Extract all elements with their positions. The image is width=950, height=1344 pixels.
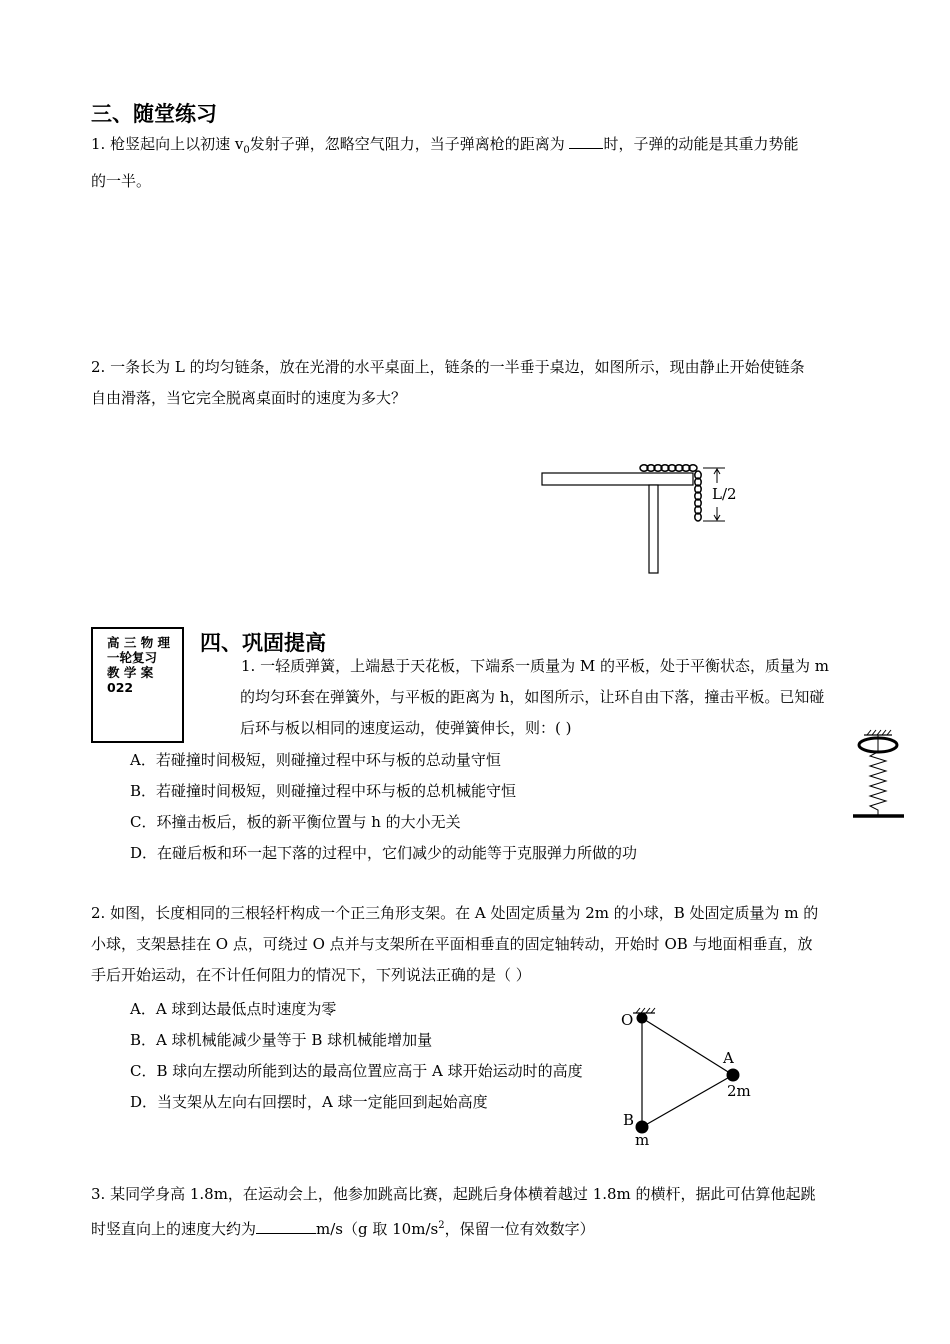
- s3-q1-mid: 发射子弹，忽略空气阻力，当子弹离枪的距离为: [249, 135, 570, 153]
- label-O: O: [621, 1011, 634, 1029]
- course-box-line2: 一轮复习: [107, 650, 158, 665]
- s4-q1-option-b[interactable]: B．若碰撞时间极短，则碰撞过程中环与板的总机械能守恒: [130, 782, 517, 800]
- s3-question-1: [91, 129, 861, 197]
- s3-q1-line2: 的一半。: [91, 172, 152, 190]
- s4-q2-option-d[interactable]: D．当支架从左向右回摆时，A 球一定能回到起始高度: [130, 1093, 488, 1111]
- s4-q1-options: [130, 745, 637, 869]
- s3-q1-suffix: 时，子弹的动能是其重力势能: [603, 135, 799, 153]
- chain-length-label: L/2: [712, 485, 737, 503]
- s4-q1-line1: 1. 一轻质弹簧，上端悬于天花板，下端系一质量为 M 的平板，处于平衡状态，质量为 m: [241, 657, 829, 675]
- section-3-heading: 三、随堂练习: [91, 102, 217, 126]
- s4-q2-option-c[interactable]: C．B 球向左摆动所能到达的最高位置应高于 A 球开始运动时的高度: [130, 1062, 583, 1080]
- s4-question-3: [91, 1179, 871, 1245]
- table-top: [542, 473, 693, 485]
- s3-q1-subscript: 0: [243, 145, 250, 156]
- rod-OA: [642, 1018, 733, 1075]
- course-info-box: [91, 627, 184, 743]
- s4-q2-line3: 手后开始运动，在不计任何阻力的情况下，下列说法正确的是（ ）: [91, 966, 531, 984]
- chain-table-figure: [535, 455, 755, 580]
- label-A: A: [723, 1049, 734, 1067]
- course-box-line4: 022: [107, 680, 134, 695]
- s4-q2-option-b[interactable]: B．A 球机械能减少量等于 B 球机械能增加量: [130, 1031, 433, 1049]
- s3-q1-answer-blank[interactable]: [569, 134, 603, 149]
- s4-q3-line2-prefix: 时竖直向上的速度大约为: [91, 1220, 257, 1238]
- s4-q2-line2: 小球，支架悬挂在 O 点，可绕过 O 点并与支架所在平面相垂直的固定轴转动，开始时 OB 与地面相垂直，放: [91, 935, 813, 953]
- pivot-O: [637, 1013, 648, 1024]
- course-box-line3: 教 学 案: [107, 665, 154, 680]
- label-B: B: [623, 1111, 635, 1129]
- course-box-line1: 高 三 物 理: [107, 635, 171, 650]
- s4-q1-line2: 的均匀环套在弹簧外，与平板的距离为 h，如图所示，让环自由下落，撞击平板。已知碰: [240, 688, 825, 706]
- s4-q3-line1: 3. 某同学身高 1.8m，在运动会上，他参加跳高比赛，起跳后身体横着越过 1.8m 的横杆，据此可估算他起跳: [91, 1185, 816, 1203]
- chain-horizontal: [640, 465, 697, 471]
- s4-question-1: [240, 651, 870, 744]
- s3-q2-line2: 自由滑落，当它完全脱离桌面时的速度为多大？: [91, 389, 407, 407]
- s4-q3-superscript: 2: [438, 1220, 445, 1231]
- s4-question-2: [91, 898, 871, 991]
- label-A-mass: 2m: [727, 1082, 751, 1100]
- s3-q1-prefix: 1. 枪竖起向上以初速 v: [91, 135, 244, 153]
- s4-q3-answer-blank[interactable]: [256, 1219, 316, 1234]
- s4-q1-option-c[interactable]: C．环撞击板后，板的新平衡位置与 h 的大小无关: [130, 813, 461, 831]
- s4-q3-unit: m/s（g 取 10m/s: [316, 1220, 439, 1238]
- s3-q2-line1: 2. 一条长为 L 的均匀链条，放在光滑的水平桌面上，链条的一半垂于桌边，如图所示，现由静止开始使链条: [91, 358, 805, 376]
- s4-q2-options: [130, 994, 583, 1118]
- s4-q1-option-a[interactable]: A．若碰撞时间极短，则碰撞过程中环与板的总动量守恒: [130, 751, 501, 769]
- chain-hanging: [695, 471, 701, 521]
- spring-figure: [848, 725, 908, 825]
- rod-AB: [642, 1075, 733, 1127]
- s4-q1-line3: 后环与板以相同的速度运动，使弹簧伸长，则：( ): [240, 719, 572, 737]
- s4-q2-line1: 2. 如图，长度相同的三根轻杆构成一个正三角形支架。在 A 处固定质量为 2m 的小球，B 处固定质量为 m 的: [91, 904, 819, 922]
- table-leg: [649, 485, 658, 573]
- section-4-heading: 四、巩固提高: [200, 631, 326, 655]
- s4-q1-option-d[interactable]: D．在碰后板和环一起下落的过程中，它们减少的动能等于克服弹力所做的功: [130, 844, 638, 862]
- triangle-figure: [615, 1000, 765, 1150]
- s4-q3-line2-suffix: ，保留一位有效数字）: [444, 1220, 595, 1238]
- s4-q2-option-a[interactable]: A．A 球到达最低点时速度为零: [130, 1000, 337, 1018]
- ball-A: [727, 1069, 740, 1082]
- s3-question-2: [91, 352, 871, 414]
- spring: [870, 735, 886, 815]
- label-B-mass: m: [635, 1131, 650, 1149]
